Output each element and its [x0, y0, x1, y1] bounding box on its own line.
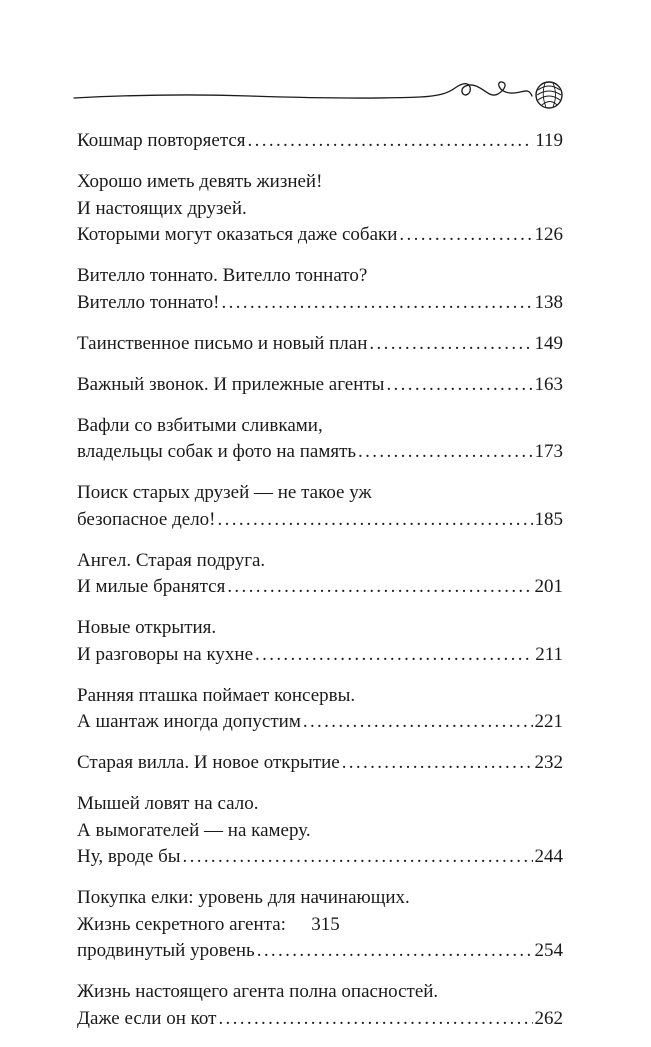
- toc-entry: [77, 750, 563, 777]
- toc-entry-title-line: Которыми могут оказаться даже собаки: [77, 224, 398, 245]
- toc-page-number: 173: [534, 441, 563, 462]
- dot-leader: [222, 290, 533, 317]
- toc-entry-title-line: И милые бранятся: [77, 576, 226, 597]
- toc-entry-title-line: И разговоры на кухне: [77, 643, 254, 665]
- toc-entry-title-line: Поиск старых друзей — не такое уж: [77, 482, 372, 503]
- toc-entry-title-line: владельцы собак и фото на память: [77, 441, 357, 462]
- toc-entry-last-line: [77, 290, 563, 317]
- toc-entry-last-line: [77, 750, 563, 777]
- toc-entry-title-line: Таинственное письмо и новый план: [77, 332, 368, 354]
- toc-page-number: 149: [534, 332, 563, 354]
- toc-entry-title-line: Вителло тоннато. Вителло тоннато?: [77, 265, 368, 286]
- toc-entry-last-line: [77, 372, 563, 399]
- toc-entry-last-line: [77, 938, 563, 965]
- toc-page-number: 185: [534, 508, 563, 530]
- toc-entry-last-line: [77, 709, 563, 736]
- page-number: 315: [311, 914, 340, 935]
- toc-entry: [77, 263, 563, 316]
- toc-entry: [77, 480, 563, 533]
- toc-entry-title-line: Жизнь настоящего агента полна опасностей.: [77, 981, 439, 1002]
- toc-entry: [77, 683, 563, 736]
- toc-entry-title-line: Мышей ловят на сало.: [77, 793, 259, 814]
- toc-page-number: 126: [534, 224, 563, 245]
- toc-entry-title-line: Жизнь секретного агента:: [77, 913, 286, 935]
- toc-entry-last-line: [77, 642, 563, 669]
- toc-entry-title-line: Вафли со взбитыми сливками,: [77, 414, 323, 436]
- toc-entry-title-line: продвинутый уровень: [77, 940, 255, 961]
- toc-entry-last-line: [77, 439, 563, 466]
- toc-page-number: 163: [534, 373, 563, 395]
- dot-leader: [303, 709, 533, 736]
- toc-entry: [77, 548, 563, 601]
- dot-leader: [386, 372, 532, 399]
- toc-entry-last-line: [77, 507, 563, 534]
- toc-entry-title-line: Старая вилла. И новое открытие: [77, 752, 340, 773]
- toc-entry-last-line: [77, 331, 563, 358]
- toc-entry: [77, 615, 563, 668]
- toc-page-number: 232: [534, 752, 563, 773]
- toc-page-number: 221: [534, 711, 563, 732]
- yarn-ball-icon: [536, 82, 562, 108]
- dot-leader: [399, 222, 532, 249]
- toc-entry: [77, 979, 563, 1032]
- dot-leader: [218, 1006, 532, 1033]
- toc-entry-title-line: Вителло тоннато!: [77, 291, 220, 313]
- toc-page-number: 119: [535, 130, 563, 151]
- toc-entry-title-line: Важный звонок. И прилежные агенты: [77, 373, 385, 395]
- toc-entry-title-line: Ранняя пташка поймает консервы.: [77, 684, 356, 706]
- dot-leader: [342, 750, 533, 777]
- toc-page-number: 201: [534, 576, 563, 597]
- toc-entry: [77, 331, 563, 358]
- toc-entry-last-line: [77, 574, 563, 601]
- dot-leader: [248, 128, 534, 155]
- toc-entry-title-line: Даже если он кот: [77, 1007, 217, 1029]
- toc-entry-title-line: Ну, вроде бы: [77, 846, 181, 867]
- toc-entry-title-line: Кошмар повторяется: [77, 130, 246, 151]
- toc-page-number: 244: [534, 846, 563, 867]
- yarn-ball-thread-ornament: [70, 68, 580, 118]
- toc-entry-last-line: [77, 1006, 563, 1033]
- table-of-contents: [77, 128, 563, 1047]
- toc-page-number: 254: [534, 940, 563, 961]
- toc-entry-title-line: Хорошо иметь девять жизней!: [77, 171, 323, 192]
- dot-leader: [369, 331, 532, 358]
- toc-entry-title-line: Покупка елки: уровень для начинающих.: [77, 887, 410, 908]
- toc-entry-title-line: Ангел. Старая подруга.: [77, 549, 266, 571]
- toc-entry: [77, 413, 563, 466]
- toc-entry: [77, 169, 563, 249]
- toc-entry-title-line: безопасное дело!: [77, 508, 216, 530]
- dot-leader: [218, 507, 533, 534]
- toc-entry: [77, 372, 563, 399]
- toc-page-number: 138: [534, 291, 563, 313]
- toc-entry-last-line: [77, 128, 563, 155]
- toc-entry-last-line: [77, 844, 563, 871]
- toc-entry-title-line: Новые открытия.: [77, 617, 217, 638]
- dot-leader: [358, 439, 532, 466]
- toc-entry: [77, 791, 563, 871]
- toc-page-number: 211: [535, 643, 563, 665]
- toc-entry-title-line: А шантаж иногда допустим: [77, 711, 301, 732]
- dot-leader: [255, 642, 533, 669]
- toc-entry: [77, 128, 563, 155]
- toc-entry-title-line: А вымогателей — на камеру.: [77, 819, 311, 841]
- toc-page-number: 262: [534, 1007, 563, 1029]
- toc-entry-last-line: [77, 222, 563, 249]
- dot-leader: [183, 844, 533, 871]
- thread-line: [74, 82, 532, 98]
- dot-leader: [257, 938, 533, 965]
- toc-entry-title-line: И настоящих друзей.: [77, 197, 247, 219]
- dot-leader: [227, 574, 532, 601]
